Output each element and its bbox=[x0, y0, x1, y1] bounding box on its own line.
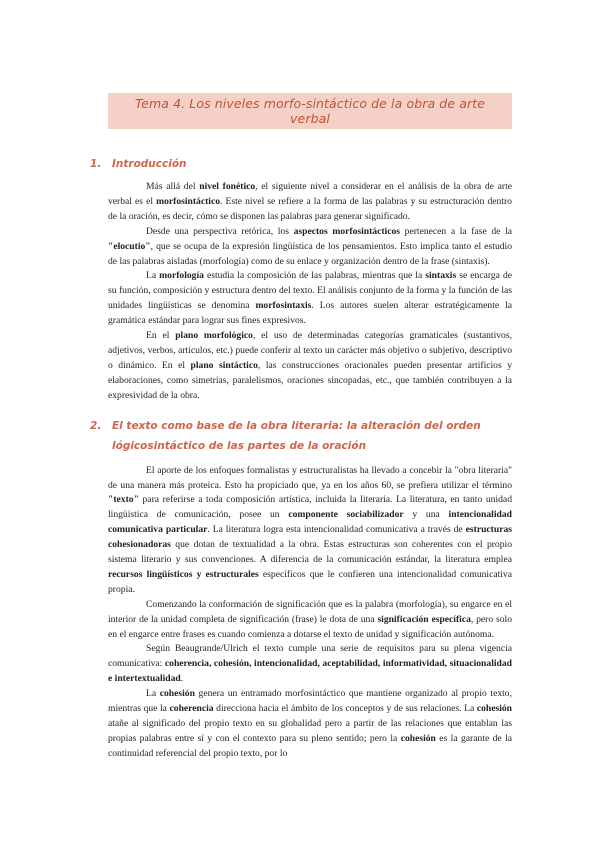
bold-term: cohesión bbox=[159, 688, 195, 700]
text-run: . La literatura logra esta intencionalidad comunicativa a través de bbox=[207, 524, 466, 536]
paragraph bbox=[108, 687, 512, 762]
text-run: , las construcciones oracionales pueden presentar artificios y elaboraciones, como simetrías, paralelismos, oraciones sincopadas, etc., que también contribuyen a la expresividad de la obra. bbox=[108, 359, 513, 401]
bold-term: cohesión bbox=[476, 703, 512, 715]
text-run: direcciona hacia el ámbito de los conceptos y de sus relaciones. La bbox=[213, 703, 477, 715]
text-run: y una bbox=[403, 509, 449, 521]
bold-term: morfosintáctico bbox=[156, 195, 221, 207]
text-run: es la garante de la continuidad referencial del propio texto, por lo bbox=[108, 732, 512, 759]
text-run: Más allá del bbox=[146, 181, 200, 192]
section-1-title: Introducción bbox=[112, 158, 187, 170]
text-run: El aporte de los enfoques formalistas y estructuralistas ha llevado a concebir la "obra literaria" de una manera más proteica. Esto ha propiciado que, ya en los años 60, se prefiera utilizar el término bbox=[108, 464, 512, 491]
text-run: genera un entramado morfosintáctico que mantiene organizado al propio texto, mientras que la bbox=[108, 688, 512, 715]
section-2-title: El texto como base de la obra literaria: la alteración del orden lógicosintáctico de las partes de la oración bbox=[112, 419, 481, 452]
text-run: Comenzando la conformación de significación que es la palabra (morfología), su engarce en el interior de la unidad completa de significación (frase) le dota de una bbox=[108, 598, 512, 625]
paragraph bbox=[108, 642, 512, 687]
bold-term: "elocutio" bbox=[108, 240, 151, 252]
text-run: atañe al significado del propio texto en su globalidad pero a partir de las relaciones que entablan las propias palabras entre sí y con el contexto para su pleno sentido; pero la bbox=[108, 718, 512, 744]
text-run: , el uso de determinadas categorías gramaticales (sustantivos, adjetivos, verbos, artículos, etc.) puede conferir al texto un carácter más objetivo o subjetivo, descriptivo o dinámico. En el bbox=[108, 330, 512, 371]
bold-term: nivel fonético bbox=[199, 181, 256, 192]
paragraph bbox=[108, 464, 512, 598]
paragraph bbox=[108, 329, 512, 404]
text-run: . Este nivel se refiere a la forma de las palabras y su estructuración dentro de la oración, es decir, cómo se disponen las palabras para generar significado. bbox=[108, 195, 512, 222]
section-2-number: 2. bbox=[90, 419, 102, 432]
paragraph bbox=[108, 180, 512, 225]
bold-term: sintaxis bbox=[425, 270, 457, 282]
paragraph bbox=[108, 269, 512, 329]
text-run: , el siguiente nivel a considerar en el análisis de la obra de arte verbal es el bbox=[108, 181, 512, 207]
text-run: . bbox=[180, 673, 184, 685]
text-run: Desde una perspectiva retórica, los bbox=[146, 225, 294, 237]
bold-term: recursos lingüísticos y estructurales bbox=[108, 568, 259, 580]
bold-term: morfología bbox=[159, 270, 204, 282]
text-run: , pero solo en el engarce entre frases es cuando comienza a dotarse el texto de unidad y significación autónoma. bbox=[108, 613, 512, 640]
bold-term: plano sintáctico bbox=[190, 359, 258, 371]
bold-term: coherencia, cohesión, intencionalidad, aceptabilidad, informatividad, situacionalidad e intertextualidad bbox=[108, 658, 512, 685]
text-run: . Los autores suelen alterar estratégicamente la gramática estándar para lograr sus fines expresivos. bbox=[108, 300, 512, 327]
text-run: estudia la composición de las palabras, mientras que la bbox=[203, 270, 426, 282]
document-title: Tema 4. Los niveles morfo-sintáctico de la obra de arte verbal bbox=[108, 93, 512, 129]
text-run: La bbox=[146, 270, 160, 282]
text-run: para referirse a toda composición artística, incluida la literaria. La literatura, en tanto unidad lingüística de comunicación, posee un bbox=[108, 494, 512, 521]
bold-term: significación específica bbox=[377, 613, 471, 625]
paragraph bbox=[108, 225, 512, 270]
bold-term: plano morfológico bbox=[175, 330, 253, 342]
text-run: La bbox=[146, 688, 160, 700]
bold-term: "texto" bbox=[108, 494, 139, 506]
text-run: específicos que le confieren una intencionalidad comunicativa propia. bbox=[108, 568, 512, 595]
text-run: que dotan de textualidad a la obra. Estas estructuras son coherentes con el propio sistema literario y sus convenciones. A diferencia de la comunicación estándar, la literatura emplea bbox=[108, 539, 512, 566]
bold-term: componente sociabilizador bbox=[288, 509, 404, 521]
bold-term: intencionalidad comunicativa particular bbox=[108, 509, 512, 536]
section-1-number: 1. bbox=[90, 158, 102, 170]
section-1-body bbox=[108, 180, 512, 404]
text-run: se encarga de su función, composición y estructura dentro del texto. El análisis conjunto de la forma y la función de las unidades lingüísticas se denomina bbox=[108, 270, 512, 312]
bold-term: coherencia bbox=[169, 703, 214, 715]
text-run: pertenecen a la fase de la bbox=[400, 225, 512, 237]
bold-term: aspectos morfosintácticos bbox=[293, 225, 401, 237]
text-run: , que se ocupa de la expresión lingüística de los pensamientos. Esto implica tanto el estudio de las palabras aisladas (morfología) como de su enlace y organización dentro de la frase (sintaxis). bbox=[108, 240, 512, 267]
section-1-heading bbox=[90, 154, 512, 174]
text-run: Según Beaugrande/Ulrich el texto cumple una serie de requisitos para su plena vigencia comunicativa: bbox=[108, 643, 512, 670]
bold-term: morfosintaxis bbox=[255, 300, 312, 312]
section-2-heading bbox=[90, 416, 512, 456]
bold-term: cohesión bbox=[400, 732, 436, 744]
paragraph bbox=[108, 598, 512, 643]
bold-term: estructuras cohesionadoras bbox=[108, 524, 512, 551]
section-2-body bbox=[108, 464, 512, 762]
text-run: En el bbox=[146, 330, 176, 342]
title-wrap bbox=[108, 0, 512, 129]
